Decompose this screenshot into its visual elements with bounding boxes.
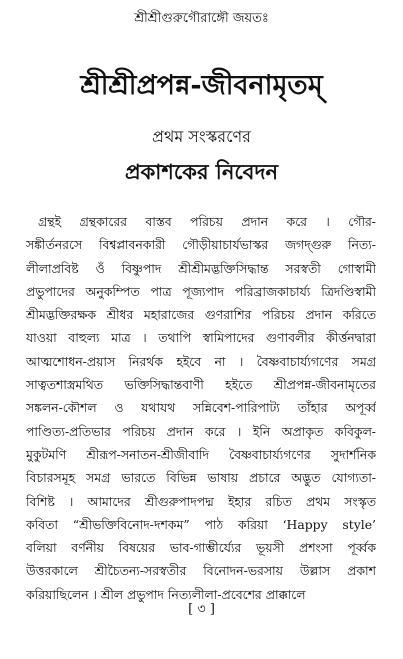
body-line: লীলাপ্রবিষ্ট ওঁ বিষ্ণুপাদ শ্রীশ্রীমদ্ভক্তিসিদ্ধান্ত সরস্বতী গোস্বামী <box>26 260 376 276</box>
body-line: মুকুটমণি শ্রীরূপ-সনাতন-শ্রীজীবাদি বৈষ্ণবাচার্য্যগণের সুদার্শনিক <box>26 446 376 462</box>
body-line: বলিয়া বর্ণনীয় বিষয়ের ভাব-গাম্ভীর্য্যের ভূয়সী প্রশংসা পূর্ব্বক <box>26 540 376 556</box>
body-line: উত্তরকালে শ্রীচৈতন্য-সরস্বতীর বিনোদন-ভরসায় উল্লাস প্রকাশ <box>26 563 376 579</box>
body-line: করিয়াছিলেন । শ্রীল প্রভুপাদ নিত্যলীলা-প্রবেশের প্রাক্কালে <box>26 586 306 602</box>
body-line: কবিতা “শ্রীভক্তিবিনোদ-দশকম” পাঠ করিয়া ‘Happy style’ <box>26 516 376 532</box>
section-subtitle: প্রথম সংস্করণের <box>152 127 251 146</box>
book-title: শ্রীশ্রীপ্রপন্ন-জীবনামৃতম্ <box>80 70 323 101</box>
body-line: সঙ্কীর্তনরসে বিশ্বপ্লাবনকারী গৌড়ীয়াচার্যভাস্কর জগদ্গুরু নিত্য- <box>26 237 376 253</box>
body-line: শ্রীমদ্ভক্তিরক্ষক শ্রীধর মহারাজের গুণরাশির পরিচয় প্রদান করিতে <box>26 307 376 323</box>
body-line: আত্মশোধন-প্রয়াস নিরর্থক হইবে না । বৈষ্ণবাচার্য্যগণের সমগ্র <box>26 353 376 369</box>
body-line: বিচারসমূহ সমগ্র ভারতে বিভিন্ন ভাষায় প্রচারে অদ্ভুত যোগ্যতা- <box>26 470 376 486</box>
body-line: সঙ্কলন-কৌশল ও যথাযথ সন্নিবেশ-পারিপাট্য তাঁহার অপূর্ব্ব <box>26 400 376 416</box>
body-line: বিশিষ্ট । আমাদের শ্রীগুরুপাদপদ্ম ইহার রচিত প্রথম সংস্কৃত <box>26 493 376 509</box>
page-number: [ ৩ ] <box>188 602 215 617</box>
body-line: সাত্বতশাস্ত্রমথিত ভক্তিসিদ্ধান্তবাণী হইতে শ্রীপ্রপন্ন-জীবনামৃতের <box>26 377 376 393</box>
body-line: যাওয়া বাহুল্য মাত্র । তথাপি স্বামিপাদের গুণাবলীর কীর্ত্তনদ্বারা <box>26 330 376 346</box>
body-line: পাণ্ডিত্য-প্রতিভার পরিচয় প্রদান করে । ইনি অপ্রাকৃত কবিকুল- <box>26 423 376 439</box>
body-paragraph <box>26 210 376 606</box>
invocation-line: শ্রীশ্রীগুরুগৌরাঙ্গৌ জয়তঃ <box>134 11 269 26</box>
body-line: গ্রন্থই গ্রন্থকারের বাস্তব পরিচয় প্রদান করে । গৌর- <box>38 214 376 229</box>
section-heading: প্রকাশকের নিবেদন <box>124 159 279 184</box>
body-line: প্রভুপাদের অনুকম্পিত পাত্র পূজ্যপাদ পরিব্রাজকাচার্য্য ত্রিদণ্ডিস্বামী <box>26 283 376 299</box>
